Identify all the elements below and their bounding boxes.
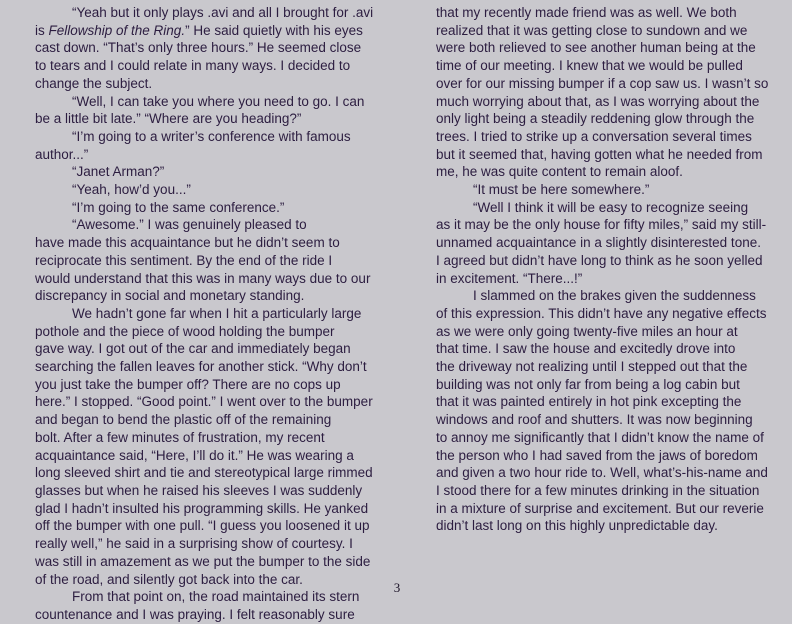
text-line: really well,” he said in a surprising show of courtesy. I — [35, 536, 353, 552]
text-line: only light being a steadily reddening glow through the — [436, 111, 755, 127]
text-line: and began to bend the plastic off of the remaining — [35, 412, 332, 428]
text-line: I slammed on the brakes given the suddenness — [473, 288, 756, 304]
text-line: searching the fallen leaves for another stick. “Why don’t — [35, 359, 367, 375]
text-line: building was not only far from being a log cabin but — [436, 376, 740, 392]
text-line: you just take the bumper off? There are no cops up — [35, 376, 341, 392]
text-line: is Fellowship of the Ring.” He said quietly with his eyes — [35, 22, 363, 38]
text-line: the person who I had saved from the jaws of boredom — [436, 447, 758, 463]
text-line: that time. I saw the house and excitedly drove into — [436, 341, 736, 357]
right-column — [436, 4, 772, 535]
text-line: were both relieved to see another human being at the — [436, 40, 756, 56]
text-line: We hadn’t gone far when I hit a particularly large — [72, 305, 362, 321]
text-line: that my recently made friend was as well. We both — [436, 5, 737, 20]
text-line: “It must be here somewhere.” — [473, 182, 650, 198]
text-line: author...” — [35, 146, 89, 162]
text-line: unnamed acquaintance in a slightly disinterested tone. — [436, 235, 761, 251]
book-title: Fellowship of the Ring. — [48, 22, 186, 38]
text-line: “Awesome.” I was genuinely pleased to — [72, 217, 307, 233]
text-line: reciprocate this sentiment. By the end of the ride I — [35, 252, 333, 268]
text-line: change the subject. — [35, 75, 153, 91]
text-line: windows and roof and shutters. It was now beginning — [436, 412, 753, 428]
text-line: in excitement. “There...!” — [436, 270, 583, 286]
text-line: the driveway not realizing until I stepped out that the — [436, 359, 748, 375]
text-line: to annoy me significantly that I didn’t know the name of — [436, 429, 764, 445]
text-line: From that point on, the road maintained its stern — [72, 589, 360, 605]
text-line: “Yeah, how’d you...” — [72, 182, 191, 198]
text-line: over for our missing bumper if a cop saw us. I wasn’t so — [436, 75, 769, 91]
text-line: I agreed but didn’t have long to think as he soon yelled — [436, 252, 763, 268]
text-line: trees. I tried to strike up a conversation several times — [436, 128, 752, 144]
text-line: long sleeved shirt and tie and stereotypical large rimmed — [35, 465, 373, 481]
text-line: cast down. “That’s only three hours.” He seemed close — [35, 40, 362, 56]
text-line: of the road, and silently got back into the car. — [35, 571, 303, 587]
text-line: “I’m going to the same conference.” — [72, 199, 285, 215]
text-line: didn’t last long on this highly unpredictable day. — [436, 518, 718, 534]
text-line: acquaintance said, “Here, I’ll do it.” He was wearing a — [35, 447, 354, 463]
text-line: as we were only going twenty-five miles an hour at — [436, 323, 738, 339]
text-line: much worrying about that, as I was worrying about the — [436, 93, 760, 109]
text-line: would understand that this was in many ways due to our — [35, 270, 371, 286]
text-line: be a little bit late.” “Where are you heading?” — [35, 111, 302, 127]
text-line: was still in amazement as we put the bumper to the side — [35, 553, 371, 569]
text-line: glad I hadn’t insulted his programming skills. He yanked — [35, 500, 369, 516]
text-line: and given a two hour ride to. Well, what’s-his-name and — [436, 465, 768, 481]
text-line: glasses but when he raised his sleeves I was suddenly — [35, 482, 363, 498]
text-line: realized that it was getting close to sundown and we — [436, 22, 748, 38]
text-line: here.” I stopped. “Good point.” I went over to the bumper — [35, 394, 373, 410]
text-line: “Yeah but it only plays .avi and all I brought for .avi — [72, 5, 374, 20]
text-line: bolt. After a few minutes of frustration, my recent — [35, 429, 325, 445]
text-line: discrepancy in social and monetary standing. — [35, 288, 305, 304]
text-line: have made this acquaintance but he didn’t seem to — [35, 235, 340, 251]
text-line: me, he was quite content to remain aloof. — [436, 164, 683, 180]
page-number: 3 — [393, 580, 401, 595]
text-line: I stood there for a few minutes drinking in the situation — [436, 482, 760, 498]
text-line: time of our meeting. I knew that we would be pulled — [436, 58, 743, 74]
left-column — [35, 4, 374, 624]
text-line: “Well, I can take you where you need to go. I can — [72, 93, 365, 109]
text-line: countenance and I was praying. I felt reasonably sure — [35, 606, 355, 622]
text-line: but it seemed that, having gotten what he needed from — [436, 146, 763, 162]
text-line: in a mixture of surprise and excitement. But our reverie — [436, 500, 764, 516]
text-line: “I’m going to a writer’s conference with famous — [72, 128, 351, 144]
text-line: as it may be the only house for fifty miles,” said my still- — [436, 217, 767, 233]
text-line: “Well I think it will be easy to recognize seeing — [473, 199, 749, 215]
text-line: pothole and the piece of wood holding the bumper — [35, 323, 335, 339]
text-line: gave way. I got out of the car and immediately began — [35, 341, 351, 357]
text-line: off the bumper with one pull. “I guess you loosened it up — [35, 518, 370, 534]
text-line: that it was painted entirely in hot pink excepting the — [436, 394, 742, 410]
text-line: of this expression. This didn’t have any negative effects — [436, 305, 767, 321]
text-line: to tears and I could relate in many ways. I decided to — [35, 58, 351, 74]
text-line: “Janet Arman?” — [72, 164, 165, 180]
